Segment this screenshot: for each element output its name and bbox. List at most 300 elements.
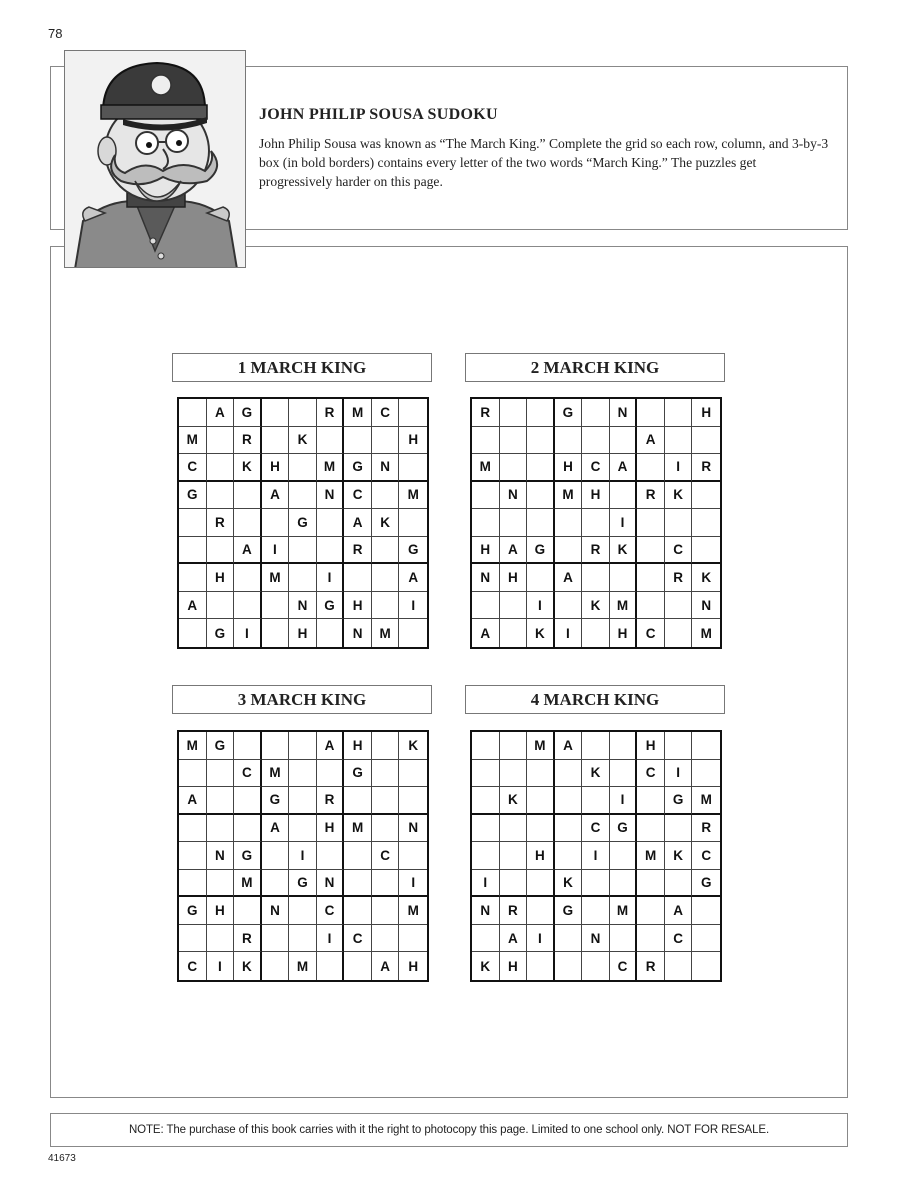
grid-cell[interactable]: N bbox=[399, 815, 427, 843]
grid-cell[interactable] bbox=[234, 592, 262, 620]
grid-cell[interactable] bbox=[262, 925, 290, 953]
grid-cell[interactable] bbox=[317, 537, 345, 565]
grid-cell[interactable]: C bbox=[179, 454, 207, 482]
grid-cell[interactable] bbox=[610, 925, 638, 953]
grid-cell[interactable] bbox=[179, 509, 207, 537]
grid-cell[interactable]: C bbox=[344, 482, 372, 510]
grid-cell[interactable]: C bbox=[665, 537, 693, 565]
grid-cell[interactable]: I bbox=[399, 592, 427, 620]
grid-cell[interactable] bbox=[637, 870, 665, 898]
grid-cell[interactable] bbox=[472, 427, 500, 455]
grid-cell[interactable]: H bbox=[317, 815, 345, 843]
grid-cell[interactable] bbox=[179, 760, 207, 788]
grid-cell[interactable] bbox=[372, 897, 400, 925]
grid-cell[interactable] bbox=[555, 509, 583, 537]
grid-cell[interactable] bbox=[207, 454, 235, 482]
grid-cell[interactable]: M bbox=[700, 625, 712, 641]
grid-cell[interactable] bbox=[317, 952, 345, 980]
grid-cell[interactable] bbox=[262, 399, 290, 427]
grid-cell[interactable] bbox=[234, 564, 262, 592]
grid-cell[interactable]: K bbox=[610, 537, 638, 565]
grid-cell[interactable]: M bbox=[344, 399, 372, 427]
grid-cell[interactable] bbox=[472, 815, 500, 843]
grid-cell[interactable]: I bbox=[527, 925, 555, 953]
grid-cell[interactable] bbox=[207, 787, 235, 815]
grid-cell[interactable]: C bbox=[665, 925, 693, 953]
grid-cell[interactable] bbox=[692, 952, 720, 980]
grid-cell[interactable]: R bbox=[665, 564, 693, 592]
grid-cell[interactable]: K bbox=[500, 787, 528, 815]
grid-cell[interactable] bbox=[692, 537, 720, 565]
grid-cell[interactable]: G bbox=[234, 842, 262, 870]
grid-cell[interactable] bbox=[610, 842, 638, 870]
grid-cell[interactable]: G bbox=[179, 897, 207, 925]
grid-cell[interactable]: I bbox=[317, 925, 345, 953]
grid-cell[interactable] bbox=[289, 564, 317, 592]
grid-cell[interactable]: H bbox=[289, 619, 317, 647]
grid-cell[interactable]: R bbox=[234, 427, 262, 455]
grid-cell[interactable]: G bbox=[289, 509, 317, 537]
grid-cell[interactable] bbox=[207, 427, 235, 455]
grid-cell[interactable] bbox=[289, 760, 317, 788]
grid-cell[interactable] bbox=[582, 732, 610, 760]
grid-cell[interactable] bbox=[665, 427, 693, 455]
grid-cell[interactable] bbox=[262, 952, 290, 980]
grid-cell[interactable]: A bbox=[472, 619, 500, 647]
grid-cell[interactable] bbox=[262, 509, 290, 537]
grid-cell[interactable]: A bbox=[207, 399, 235, 427]
grid-cell[interactable] bbox=[399, 787, 427, 815]
grid-cell[interactable] bbox=[527, 427, 555, 455]
grid-cell[interactable]: R bbox=[317, 399, 345, 427]
grid-cell[interactable]: C bbox=[582, 815, 610, 843]
grid-cell[interactable] bbox=[399, 454, 427, 482]
grid-cell[interactable] bbox=[665, 732, 693, 760]
grid-cell[interactable] bbox=[555, 787, 583, 815]
grid-cell[interactable] bbox=[262, 842, 290, 870]
grid-cell[interactable]: K bbox=[234, 454, 262, 482]
grid-cell[interactable]: K bbox=[555, 870, 583, 898]
grid-cell[interactable]: A bbox=[234, 537, 262, 565]
grid-cell[interactable] bbox=[262, 619, 290, 647]
grid-cell[interactable] bbox=[207, 592, 235, 620]
grid-cell[interactable] bbox=[472, 787, 500, 815]
grid-cell[interactable] bbox=[555, 760, 583, 788]
grid-cell[interactable]: M bbox=[610, 592, 638, 620]
grid-cell[interactable] bbox=[399, 619, 427, 647]
grid-cell[interactable]: H bbox=[408, 958, 419, 974]
grid-cell[interactable] bbox=[692, 509, 720, 537]
grid-cell[interactable]: G bbox=[234, 399, 262, 427]
grid-cell[interactable] bbox=[344, 427, 372, 455]
grid-cell[interactable]: H bbox=[500, 564, 528, 592]
grid-cell[interactable] bbox=[234, 732, 262, 760]
grid-cell[interactable] bbox=[234, 897, 262, 925]
grid-cell[interactable]: K bbox=[289, 427, 317, 455]
grid-cell[interactable]: I bbox=[317, 564, 345, 592]
grid-cell[interactable] bbox=[555, 537, 583, 565]
grid-cell[interactable] bbox=[637, 815, 665, 843]
grid-cell[interactable]: C bbox=[317, 897, 345, 925]
grid-cell[interactable] bbox=[234, 815, 262, 843]
grid-cell[interactable]: I bbox=[665, 454, 693, 482]
grid-cell[interactable] bbox=[665, 509, 693, 537]
grid-cell[interactable] bbox=[527, 564, 555, 592]
grid-cell[interactable]: H bbox=[500, 952, 528, 980]
grid-cell[interactable]: C bbox=[582, 454, 610, 482]
grid-cell[interactable]: H bbox=[207, 897, 235, 925]
grid-cell[interactable] bbox=[234, 787, 262, 815]
grid-cell[interactable]: H bbox=[637, 732, 665, 760]
grid-cell[interactable]: K bbox=[665, 842, 693, 870]
grid-cell[interactable]: R bbox=[637, 482, 665, 510]
grid-cell[interactable] bbox=[500, 427, 528, 455]
grid-cell[interactable] bbox=[207, 870, 235, 898]
grid-cell[interactable]: A bbox=[665, 897, 693, 925]
grid-cell[interactable]: A bbox=[317, 732, 345, 760]
grid-cell[interactable] bbox=[665, 815, 693, 843]
grid-cell[interactable] bbox=[582, 619, 610, 647]
grid-cell[interactable]: G bbox=[289, 870, 317, 898]
grid-cell[interactable]: K bbox=[472, 952, 500, 980]
grid-cell[interactable] bbox=[262, 732, 290, 760]
grid-cell[interactable] bbox=[372, 427, 400, 455]
grid-cell[interactable] bbox=[500, 815, 528, 843]
grid-cell[interactable] bbox=[179, 564, 207, 592]
grid-cell[interactable] bbox=[372, 925, 400, 953]
grid-cell[interactable] bbox=[317, 427, 345, 455]
grid-cell[interactable] bbox=[344, 564, 372, 592]
grid-cell[interactable] bbox=[234, 509, 262, 537]
grid-cell[interactable] bbox=[500, 509, 528, 537]
grid-cell[interactable]: M bbox=[372, 619, 400, 647]
grid-cell[interactable]: M bbox=[344, 815, 372, 843]
grid-cell[interactable] bbox=[527, 399, 555, 427]
grid-cell[interactable] bbox=[582, 509, 610, 537]
grid-cell[interactable]: A bbox=[637, 427, 665, 455]
grid-cell[interactable]: M bbox=[555, 482, 583, 510]
grid-cell[interactable] bbox=[692, 482, 720, 510]
grid-cell[interactable] bbox=[637, 509, 665, 537]
grid-cell[interactable] bbox=[344, 870, 372, 898]
grid-cell[interactable]: G bbox=[344, 454, 372, 482]
grid-cell[interactable]: A bbox=[555, 732, 583, 760]
grid-cell[interactable] bbox=[610, 482, 638, 510]
grid-cell[interactable] bbox=[179, 815, 207, 843]
grid-cell[interactable]: I bbox=[262, 537, 290, 565]
grid-cell[interactable] bbox=[500, 399, 528, 427]
grid-cell[interactable] bbox=[317, 842, 345, 870]
grid-cell[interactable]: H bbox=[582, 482, 610, 510]
grid-cell[interactable] bbox=[637, 537, 665, 565]
grid-cell[interactable]: R bbox=[317, 787, 345, 815]
grid-cell[interactable] bbox=[289, 482, 317, 510]
grid-cell[interactable] bbox=[610, 427, 638, 455]
grid-cell[interactable] bbox=[582, 952, 610, 980]
grid-cell[interactable]: I bbox=[289, 842, 317, 870]
grid-cell[interactable]: M bbox=[179, 427, 207, 455]
grid-cell[interactable] bbox=[582, 870, 610, 898]
grid-cell[interactable] bbox=[637, 399, 665, 427]
grid-cell[interactable] bbox=[289, 537, 317, 565]
grid-cell[interactable] bbox=[207, 815, 235, 843]
grid-cell[interactable]: H bbox=[610, 619, 638, 647]
grid-cell[interactable]: M bbox=[399, 482, 427, 510]
grid-cell[interactable]: H bbox=[399, 427, 427, 455]
grid-cell[interactable] bbox=[372, 870, 400, 898]
grid-cell[interactable] bbox=[665, 592, 693, 620]
grid-cell[interactable] bbox=[372, 760, 400, 788]
grid-cell[interactable] bbox=[372, 564, 400, 592]
grid-cell[interactable] bbox=[344, 787, 372, 815]
grid-cell[interactable]: N bbox=[582, 925, 610, 953]
grid-cell[interactable]: N bbox=[344, 619, 372, 647]
grid-cell[interactable]: A bbox=[555, 564, 583, 592]
grid-cell[interactable] bbox=[637, 925, 665, 953]
grid-cell[interactable] bbox=[500, 619, 528, 647]
grid-cell[interactable] bbox=[665, 952, 693, 980]
grid-cell[interactable] bbox=[372, 592, 400, 620]
grid-cell[interactable]: C bbox=[234, 760, 262, 788]
grid-cell[interactable] bbox=[527, 509, 555, 537]
grid-cell[interactable] bbox=[472, 842, 500, 870]
grid-cell[interactable]: K bbox=[399, 732, 427, 760]
grid-cell[interactable]: C bbox=[344, 925, 372, 953]
grid-cell[interactable]: R bbox=[234, 925, 262, 953]
grid-cell[interactable] bbox=[179, 399, 207, 427]
grid-cell[interactable] bbox=[344, 842, 372, 870]
grid-cell[interactable]: A bbox=[344, 509, 372, 537]
grid-cell[interactable] bbox=[500, 732, 528, 760]
grid-cell[interactable] bbox=[665, 870, 693, 898]
grid-cell[interactable]: A bbox=[500, 537, 528, 565]
grid-cell[interactable]: G bbox=[399, 537, 427, 565]
grid-cell[interactable]: M bbox=[610, 897, 638, 925]
grid-cell[interactable] bbox=[610, 732, 638, 760]
grid-cell[interactable]: N bbox=[692, 592, 720, 620]
grid-cell[interactable]: K bbox=[582, 592, 610, 620]
grid-cell[interactable]: C bbox=[179, 952, 207, 980]
grid-cell[interactable] bbox=[527, 787, 555, 815]
grid-cell[interactable]: N bbox=[500, 482, 528, 510]
grid-cell[interactable] bbox=[527, 482, 555, 510]
grid-cell[interactable]: A bbox=[179, 787, 207, 815]
grid-cell[interactable]: K bbox=[692, 564, 720, 592]
grid-cell[interactable]: N bbox=[262, 897, 290, 925]
grid-cell[interactable] bbox=[555, 925, 583, 953]
grid-cell[interactable]: M bbox=[527, 732, 555, 760]
grid-cell[interactable] bbox=[317, 619, 345, 647]
grid-cell[interactable]: M bbox=[692, 787, 720, 815]
grid-cell[interactable]: H bbox=[344, 592, 372, 620]
grid-cell[interactable] bbox=[527, 897, 555, 925]
grid-cell[interactable] bbox=[372, 537, 400, 565]
grid-cell[interactable]: I bbox=[472, 870, 500, 898]
grid-cell[interactable]: N bbox=[289, 592, 317, 620]
grid-cell[interactable] bbox=[207, 482, 235, 510]
grid-cell[interactable]: H bbox=[527, 842, 555, 870]
grid-cell[interactable] bbox=[289, 454, 317, 482]
grid-cell[interactable]: G bbox=[344, 760, 372, 788]
grid-cell[interactable] bbox=[610, 564, 638, 592]
grid-cell[interactable]: H bbox=[555, 454, 583, 482]
grid-cell[interactable] bbox=[289, 787, 317, 815]
grid-cell[interactable]: I bbox=[399, 870, 427, 898]
grid-cell[interactable] bbox=[472, 760, 500, 788]
grid-cell[interactable]: I bbox=[555, 619, 583, 647]
grid-cell[interactable] bbox=[399, 925, 427, 953]
grid-cell[interactable] bbox=[344, 952, 372, 980]
grid-cell[interactable] bbox=[692, 732, 720, 760]
grid-cell[interactable]: I bbox=[582, 842, 610, 870]
grid-cell[interactable] bbox=[527, 760, 555, 788]
grid-cell[interactable]: A bbox=[262, 815, 290, 843]
grid-cell[interactable]: C bbox=[637, 760, 665, 788]
grid-cell[interactable]: R bbox=[500, 897, 528, 925]
grid-cell[interactable]: G bbox=[665, 787, 693, 815]
grid-cell[interactable] bbox=[289, 815, 317, 843]
grid-cell[interactable] bbox=[344, 897, 372, 925]
grid-cell[interactable]: I bbox=[665, 760, 693, 788]
grid-cell[interactable]: C bbox=[372, 399, 400, 427]
grid-cell[interactable] bbox=[207, 760, 235, 788]
grid-cell[interactable] bbox=[289, 399, 317, 427]
grid-cell[interactable]: M bbox=[179, 732, 207, 760]
grid-cell[interactable]: K bbox=[527, 619, 555, 647]
grid-cell[interactable] bbox=[637, 787, 665, 815]
grid-cell[interactable] bbox=[372, 815, 400, 843]
grid-cell[interactable]: M bbox=[262, 760, 290, 788]
grid-cell[interactable]: N bbox=[372, 454, 400, 482]
grid-cell[interactable] bbox=[289, 897, 317, 925]
grid-cell[interactable] bbox=[234, 482, 262, 510]
grid-cell[interactable]: R bbox=[472, 399, 500, 427]
grid-cell[interactable] bbox=[555, 952, 583, 980]
grid-cell[interactable]: M bbox=[637, 842, 665, 870]
grid-cell[interactable]: G bbox=[262, 787, 290, 815]
grid-cell[interactable]: H bbox=[262, 454, 290, 482]
grid-cell[interactable]: N bbox=[317, 870, 345, 898]
grid-cell[interactable] bbox=[637, 564, 665, 592]
grid-cell[interactable] bbox=[472, 509, 500, 537]
grid-cell[interactable] bbox=[289, 925, 317, 953]
grid-cell[interactable]: A bbox=[399, 564, 427, 592]
grid-cell[interactable] bbox=[665, 399, 693, 427]
grid-cell[interactable]: M bbox=[472, 454, 500, 482]
grid-cell[interactable] bbox=[179, 842, 207, 870]
grid-cell[interactable] bbox=[527, 454, 555, 482]
grid-cell[interactable] bbox=[582, 787, 610, 815]
grid-cell[interactable] bbox=[399, 509, 427, 537]
grid-cell[interactable]: A bbox=[179, 592, 207, 620]
grid-cell[interactable]: C bbox=[372, 842, 400, 870]
grid-cell[interactable]: G bbox=[555, 399, 583, 427]
grid-cell[interactable] bbox=[692, 427, 720, 455]
grid-cell[interactable] bbox=[555, 842, 583, 870]
grid-cell[interactable] bbox=[610, 760, 638, 788]
grid-cell[interactable]: I bbox=[610, 787, 638, 815]
grid-cell[interactable] bbox=[555, 427, 583, 455]
grid-cell[interactable] bbox=[582, 897, 610, 925]
grid-cell[interactable]: M bbox=[262, 564, 290, 592]
grid-cell[interactable]: N bbox=[472, 897, 500, 925]
grid-cell[interactable]: M bbox=[289, 952, 317, 980]
grid-cell[interactable]: K bbox=[665, 482, 693, 510]
grid-cell[interactable]: I bbox=[234, 619, 262, 647]
grid-cell[interactable]: G bbox=[207, 732, 235, 760]
grid-cell[interactable]: H bbox=[692, 399, 720, 427]
grid-cell[interactable]: I bbox=[527, 592, 555, 620]
grid-cell[interactable]: M bbox=[317, 454, 345, 482]
grid-cell[interactable]: G bbox=[317, 592, 345, 620]
grid-cell[interactable] bbox=[207, 537, 235, 565]
grid-cell[interactable] bbox=[399, 842, 427, 870]
grid-cell[interactable] bbox=[372, 732, 400, 760]
grid-cell[interactable]: G bbox=[179, 482, 207, 510]
grid-cell[interactable] bbox=[527, 815, 555, 843]
grid-cell[interactable] bbox=[179, 537, 207, 565]
grid-cell[interactable]: R bbox=[637, 952, 665, 980]
grid-cell[interactable] bbox=[179, 619, 207, 647]
grid-cell[interactable]: R bbox=[692, 815, 720, 843]
grid-cell[interactable] bbox=[500, 842, 528, 870]
grid-cell[interactable]: I bbox=[207, 952, 235, 980]
grid-cell[interactable]: G bbox=[555, 897, 583, 925]
grid-cell[interactable] bbox=[582, 427, 610, 455]
grid-cell[interactable]: R bbox=[344, 537, 372, 565]
grid-cell[interactable]: M bbox=[399, 897, 427, 925]
grid-cell[interactable]: G bbox=[610, 815, 638, 843]
grid-cell[interactable]: I bbox=[610, 509, 638, 537]
grid-cell[interactable]: H bbox=[472, 537, 500, 565]
grid-cell[interactable]: M bbox=[234, 870, 262, 898]
grid-cell[interactable] bbox=[372, 787, 400, 815]
grid-cell[interactable] bbox=[637, 454, 665, 482]
grid-cell[interactable] bbox=[500, 454, 528, 482]
grid-cell[interactable] bbox=[399, 399, 427, 427]
grid-cell[interactable] bbox=[527, 870, 555, 898]
grid-cell[interactable] bbox=[207, 925, 235, 953]
grid-cell[interactable] bbox=[179, 870, 207, 898]
grid-cell[interactable]: H bbox=[344, 732, 372, 760]
grid-cell[interactable] bbox=[582, 399, 610, 427]
grid-cell[interactable] bbox=[610, 870, 638, 898]
grid-cell[interactable] bbox=[692, 925, 720, 953]
grid-cell[interactable]: G bbox=[692, 870, 720, 898]
grid-cell[interactable] bbox=[262, 592, 290, 620]
grid-cell[interactable] bbox=[472, 592, 500, 620]
grid-cell[interactable]: A bbox=[372, 952, 400, 980]
grid-cell[interactable]: K bbox=[234, 952, 262, 980]
grid-cell[interactable] bbox=[399, 760, 427, 788]
grid-cell[interactable]: C bbox=[610, 952, 638, 980]
grid-cell[interactable] bbox=[472, 925, 500, 953]
grid-cell[interactable]: H bbox=[207, 564, 235, 592]
grid-cell[interactable] bbox=[692, 897, 720, 925]
grid-cell[interactable]: A bbox=[500, 925, 528, 953]
grid-cell[interactable]: R bbox=[692, 454, 720, 482]
grid-cell[interactable] bbox=[555, 592, 583, 620]
grid-cell[interactable] bbox=[262, 427, 290, 455]
grid-cell[interactable]: N bbox=[610, 399, 638, 427]
grid-cell[interactable]: N bbox=[207, 842, 235, 870]
grid-cell[interactable] bbox=[317, 509, 345, 537]
grid-cell[interactable] bbox=[179, 925, 207, 953]
grid-cell[interactable]: G bbox=[527, 537, 555, 565]
grid-cell[interactable] bbox=[637, 897, 665, 925]
grid-cell[interactable] bbox=[317, 760, 345, 788]
grid-cell[interactable]: K bbox=[582, 760, 610, 788]
